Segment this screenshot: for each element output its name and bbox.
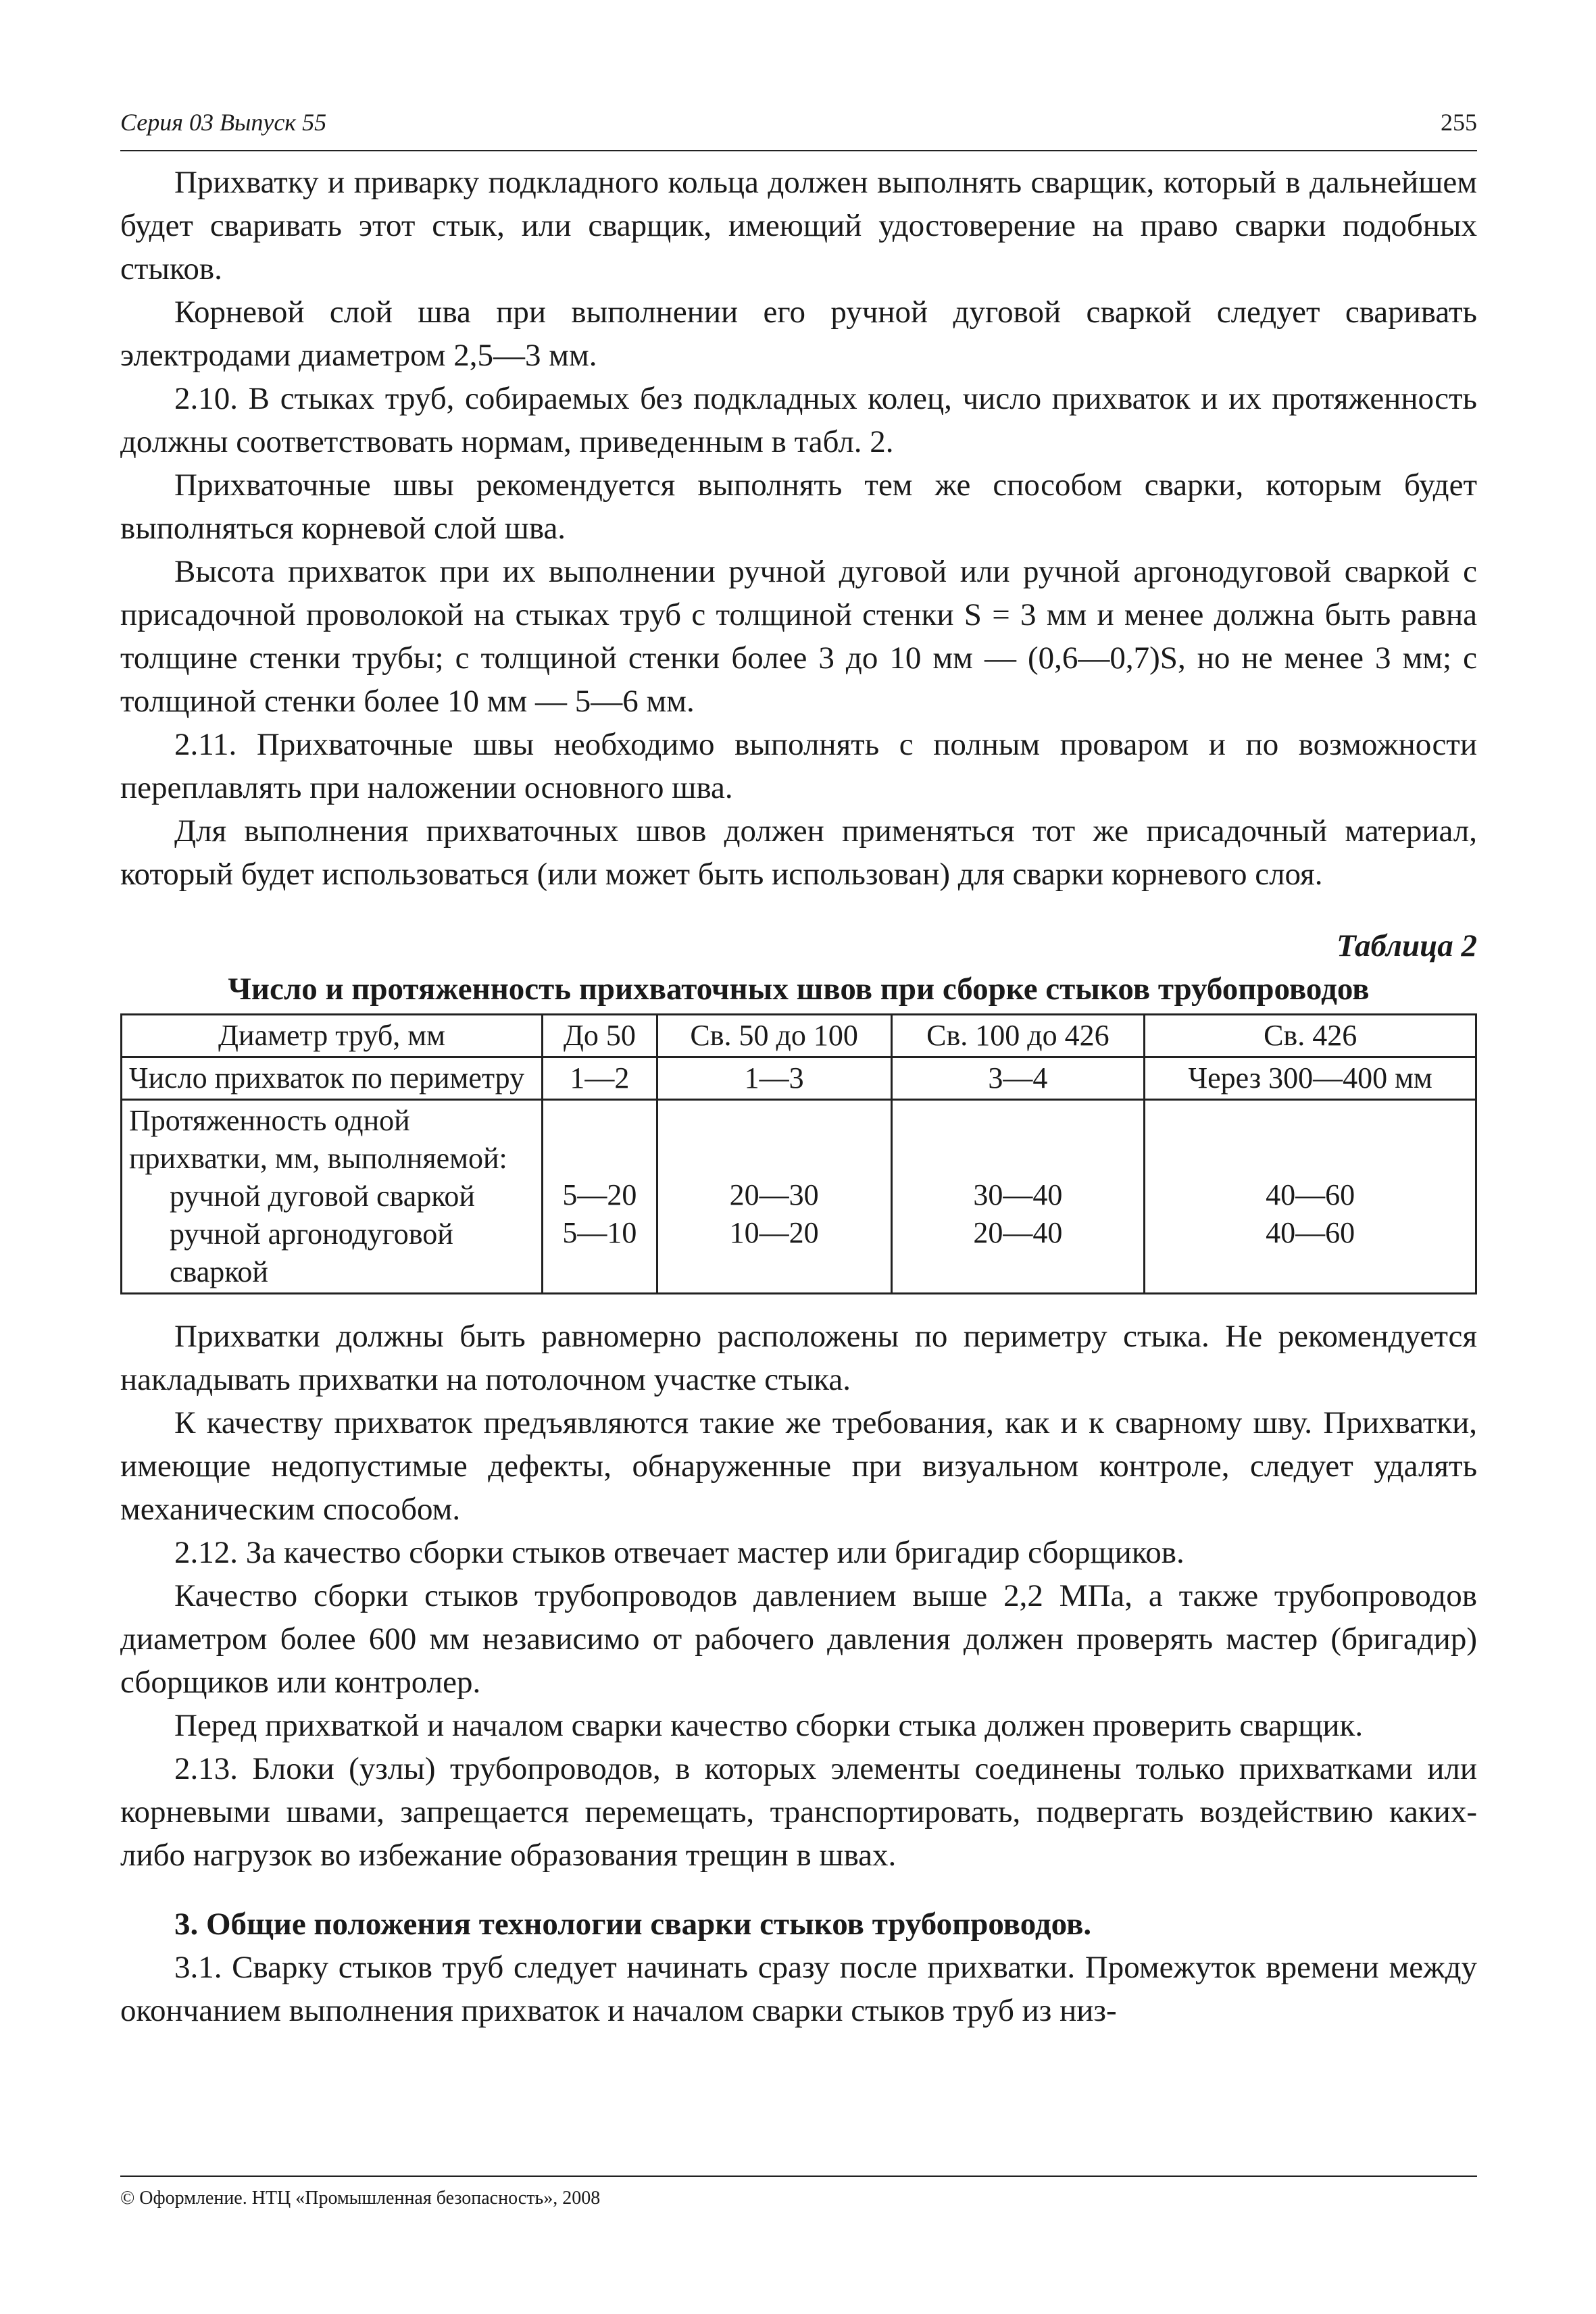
table-cell: 1—2: [543, 1057, 657, 1100]
paragraph: Прихватку и приварку подкладного кольца должен выполнять сварщик, который в дальнейшем будет сваривать этот стык, или сварщик, имеющий удостоверение на право сварки подобных стыков.: [120, 165, 1477, 286]
paragraph: 2.11. Прихваточные швы необходимо выполнять с полным проваром и по возможности переплавлять при наложении основного шва.: [120, 727, 1477, 805]
section-heading: 3. Общие положения технологии сварки стыков трубопроводов.: [174, 1907, 1092, 1942]
table-caption: Таблица 2: [1337, 928, 1477, 963]
paragraph: Прихваточные швы рекомендуется выполнять тем же способом сварки, которым будет выполняться корневой слой шва.: [120, 468, 1477, 546]
table-row: [122, 1100, 1476, 1294]
table-header-row: [122, 1015, 1476, 1057]
table-title: Число и протяженность прихваточных швов при сборке стыков трубопроводов: [228, 972, 1370, 1007]
length-heading: Протяженность одной прихватки, мм, выполняемой:: [129, 1104, 507, 1175]
tack-weld-table: [120, 1013, 1477, 1294]
paragraph: Высота прихваток при их выполнении ручной дуговой или ручной аргонодуговой сваркой с присадочной проволокой на стыках труб с толщиной стенки S = 3 мм и менее должна быть равна толщине стенки трубы; с толщиной стенки более 3 до 10 мм — (0,6—0,7)S, но не менее 3 мм; с толщиной стенки более 10 мм — 5—6 мм.: [120, 554, 1477, 719]
table-cell: 3—4: [891, 1057, 1145, 1100]
paragraph: Для выполнения прихваточных швов должен применяться тот же присадочный материал, который будет использоваться (или может быть использован) для сварки корневого слоя.: [120, 813, 1477, 892]
paragraph: Перед прихваткой и началом сварки качество сборки стыка должен проверить сварщик.: [174, 1708, 1364, 1743]
cell-value: 30—40: [973, 1178, 1063, 1211]
running-header: [120, 108, 1477, 151]
cell-value: 20—30: [729, 1178, 819, 1211]
table-header-cell: Св. 426: [1145, 1015, 1476, 1057]
page-footer: © Оформление. НТЦ «Промышленная безопасность», 2008: [120, 2175, 1477, 2209]
table-header-cell: До 50: [543, 1015, 657, 1057]
row-label: ручной дуговой сваркой: [170, 1180, 475, 1213]
cell-value: 5—10: [562, 1216, 637, 1249]
paragraph: 2.13. Блоки (узлы) трубопроводов, в которых элементы соединены только прихватками или корневыми швами, запрещается перемещать, транспортировать, подвергать воздействию каких-либо нагрузок во избежание образования трещин в швах.: [120, 1751, 1477, 1873]
series-title: Серия 03 Выпуск 55: [120, 109, 327, 136]
table-header-cell: Св. 50 до 100: [657, 1015, 891, 1057]
page-number: 255: [1441, 109, 1477, 136]
table-cell: [122, 1100, 543, 1294]
table-cell: [657, 1100, 891, 1294]
table-cell: [891, 1100, 1145, 1294]
table-header-cell: Св. 100 до 426: [891, 1015, 1145, 1057]
row-label: ручной аргонодуговой сваркой: [170, 1217, 453, 1288]
table-header-cell: Диаметр труб, мм: [122, 1015, 543, 1057]
paragraph: К качеству прихваток предъявляются такие же требования, как и к сварному шву. Прихватки, имеющие недопустимые дефекты, обнаруженные при визуальном контроле, следует удалять механическим способом.: [120, 1405, 1477, 1527]
paragraph: Прихватки должны быть равномерно расположены по периметру стыка. Не рекомендуется накладывать прихватки на потолочном участке стыка.: [120, 1319, 1477, 1397]
cell-value: 40—60: [1266, 1216, 1355, 1249]
paragraph: Корневой слой шва при выполнении его ручной дуговой сваркой следует сваривать электродами диаметром 2,5—3 мм.: [120, 295, 1477, 373]
paragraph: 3.1. Сварку стыков труб следует начинать сразу после прихватки. Промежуток времени между окончанием выполнения прихваток и началом сварки стыков труб из низ-: [120, 1950, 1477, 2028]
cell-value: 10—20: [729, 1216, 819, 1249]
paragraph: Качество сборки стыков трубопроводов давлением выше 2,2 МПа, а также трубопроводов диаметром более 600 мм независимо от рабочего давления должен проверять мастер (бригадир) сборщиков или контролер.: [120, 1578, 1477, 1700]
cell-value: 5—20: [562, 1178, 637, 1211]
table-cell: Число прихваток по периметру: [122, 1057, 543, 1100]
table-cell: [543, 1100, 657, 1294]
paragraph: 2.12. За качество сборки стыков отвечает мастер или бригадир сборщиков.: [174, 1535, 1184, 1570]
table-cell: 1—3: [657, 1057, 891, 1100]
cell-value: 20—40: [973, 1216, 1063, 1249]
paragraph: 2.10. В стыках труб, собираемых без подкладных колец, число прихваток и их протяженность должны соответствовать нормам, приведенным в табл. 2.: [120, 381, 1477, 459]
table-row: [122, 1057, 1476, 1100]
page-body: [120, 161, 1477, 2032]
table-cell: [1145, 1100, 1476, 1294]
cell-value: 40—60: [1266, 1178, 1355, 1211]
table-cell: Через 300—400 мм: [1145, 1057, 1476, 1100]
